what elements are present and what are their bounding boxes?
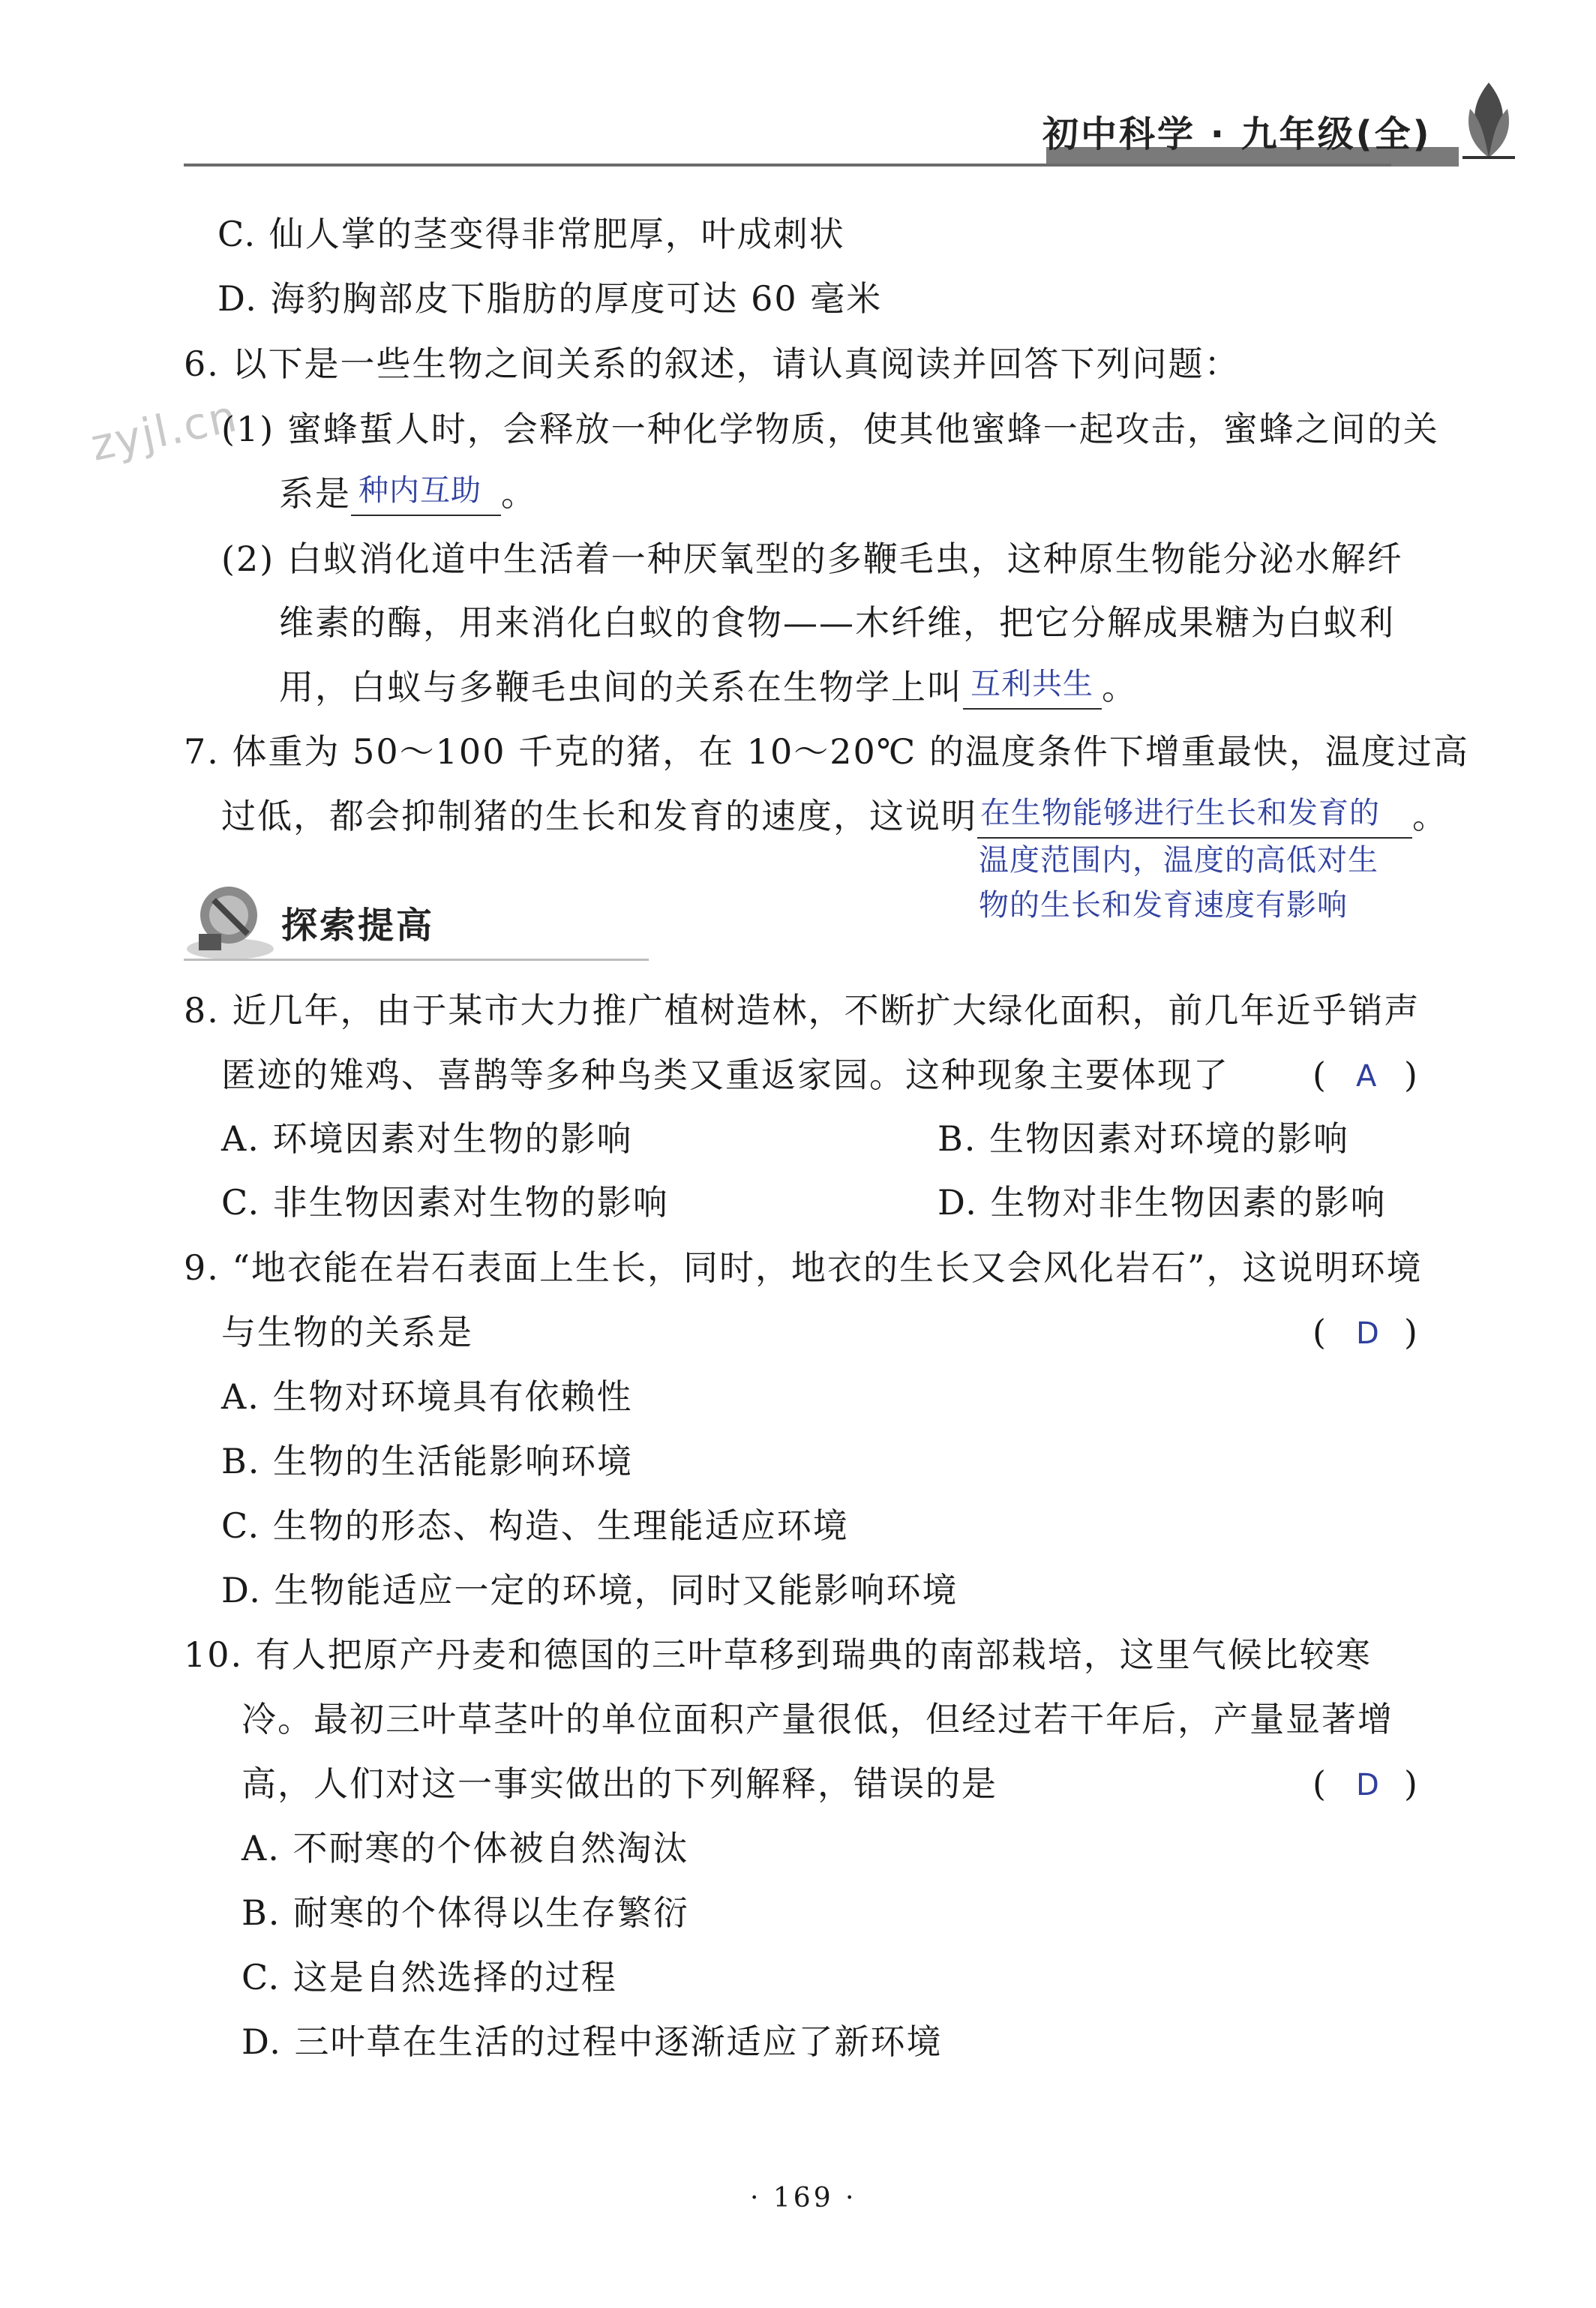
q6-2-line1: (2) 白蚁消化道中生活着一种厌氧型的多鞭毛虫，这种原生物能分泌水解纤 [221, 539, 1403, 579]
q6-2-line3 [279, 665, 1138, 710]
q8-paren-open: ( [1312, 1055, 1326, 1095]
q10-option-a: A. 不耐寒的个体被自然淘汰 [242, 1828, 689, 1868]
section-title: 探索提高 [281, 905, 435, 947]
q6-2-line2: 维素的酶，用来消化白蚁的食物——木纤维，把它分解成果糖为白蚁利 [279, 602, 1395, 643]
q9-paren-close: ) [1404, 1312, 1418, 1352]
q6-stem: 6. 以下是一些生物之间关系的叙述，请认真阅读并回答下列问题： [184, 344, 1240, 384]
q9-option-d: D. 生物能适应一定的环境，同时又能影响环境 [221, 1570, 958, 1610]
q9-line2: 与生物的关系是 [221, 1312, 473, 1352]
q6-1-answer-blank [351, 473, 501, 516]
q10-paren-open: ( [1312, 1763, 1326, 1804]
q9-option-c: C. 生物的形态、构造、生理能适应环境 [221, 1505, 849, 1546]
header-rule [184, 164, 1391, 167]
q8-option-b: B. 生物因素对环境的影响 [938, 1118, 1350, 1159]
q9-line1: 9. “地衣能在岩石表面上生长，同时，地衣的生长又会风化岩石”，这说明环境 [184, 1247, 1423, 1288]
q10-line2: 冷。最初三叶草茎叶的单位面积产量很低，但经过若干年后，产量显著增 [242, 1699, 1394, 1739]
q10-paren-close: ) [1404, 1763, 1418, 1804]
q7-answer-line3: 物的生长和发育速度有影响 [979, 888, 1348, 923]
q6-2-answer-blank [963, 669, 1102, 710]
q7-prefix: 过低，都会抑制猪的生长和发育的速度，这说明 [221, 796, 977, 836]
watermark: zyjl.cn [86, 390, 242, 471]
q8-option-c: C. 非生物因素对生物的影响 [221, 1182, 669, 1223]
q10-answer: D [1356, 1768, 1380, 1802]
q6-1-answer: 种内互助 [358, 473, 482, 508]
q6-1-line1: (1) 蜜蜂蜇人时，会释放一种化学物质，使其他蜜蜂一起攻击，蜜蜂之间的关 [221, 409, 1439, 449]
q7-line2 [221, 794, 1448, 839]
q10-option-c: C. 这是自然选择的过程 [242, 1957, 617, 1997]
q7-end: 。 [1412, 796, 1448, 836]
leaf-logo-icon [1459, 79, 1519, 165]
q7-answer-line2: 温度范围内，温度的高低对生 [979, 843, 1378, 878]
q5-option-d: D. 海豹胸部皮下脂肪的厚度可达 60 毫米 [218, 278, 883, 319]
section-underline [184, 959, 649, 961]
q8-line2: 匿迹的雉鸡、喜鹊等多种鸟类又重返家园。这种现象主要体现了 [221, 1055, 1229, 1095]
q10-line3: 高，人们对这一事实做出的下列解释，错误的是 [242, 1763, 998, 1804]
q8-paren-close: ) [1404, 1055, 1418, 1095]
q5-option-c: C. 仙人掌的茎变得非常肥厚，叶成刺状 [218, 214, 845, 254]
q10-answer-paren [1312, 1761, 1425, 1806]
q9-answer-paren [1312, 1310, 1425, 1355]
q6-2-answer: 互利共生 [970, 667, 1094, 701]
q7-answer-line1: 在生物能够进行生长和发育的 [980, 796, 1380, 830]
q6-1-end: 。 [501, 473, 537, 514]
q9-option-a: A. 生物对环境具有依赖性 [221, 1376, 633, 1417]
q6-2-prefix: 用，白蚁与多鞭毛虫间的关系在生物学上叫 [279, 667, 963, 707]
explore-section-icon [184, 874, 278, 964]
q8-option-d: D. 生物对非生物因素的影响 [938, 1182, 1387, 1223]
q9-option-b: B. 生物的生活能影响环境 [221, 1441, 634, 1481]
q9-answer: D [1356, 1316, 1380, 1351]
header-title: 初中科学 · 九年级(全) [1042, 113, 1432, 155]
q7-line1: 7. 体重为 50～100 千克的猪，在 10～20℃ 的温度条件下增重最快，温度过高 [184, 731, 1469, 772]
q6-1-line2 [279, 471, 537, 516]
q10-line1: 10. 有人把原产丹麦和德国的三叶草移到瑞典的南部栽培，这里气候比较寒 [184, 1634, 1372, 1675]
q8-line1: 8. 近几年，由于某市大力推广植树造林，不断扩大绿化面积，前几年近乎销声 [184, 990, 1420, 1031]
q8-answer-paren [1312, 1052, 1425, 1097]
q7-answer-blank [977, 798, 1412, 839]
q8-option-a: A. 环境因素对生物的影响 [221, 1118, 633, 1159]
q9-paren-open: ( [1312, 1312, 1326, 1352]
q6-2-end: 。 [1102, 667, 1138, 707]
q10-option-d: D. 三叶草在生活的过程中逐渐适应了新环境 [242, 2021, 943, 2062]
q6-1-prefix: 系是 [279, 473, 351, 514]
q8-answer: A [1356, 1059, 1378, 1094]
page-number: · 169 · [750, 2183, 857, 2213]
q10-option-b: B. 耐寒的个体得以生存繁衍 [242, 1892, 690, 1933]
